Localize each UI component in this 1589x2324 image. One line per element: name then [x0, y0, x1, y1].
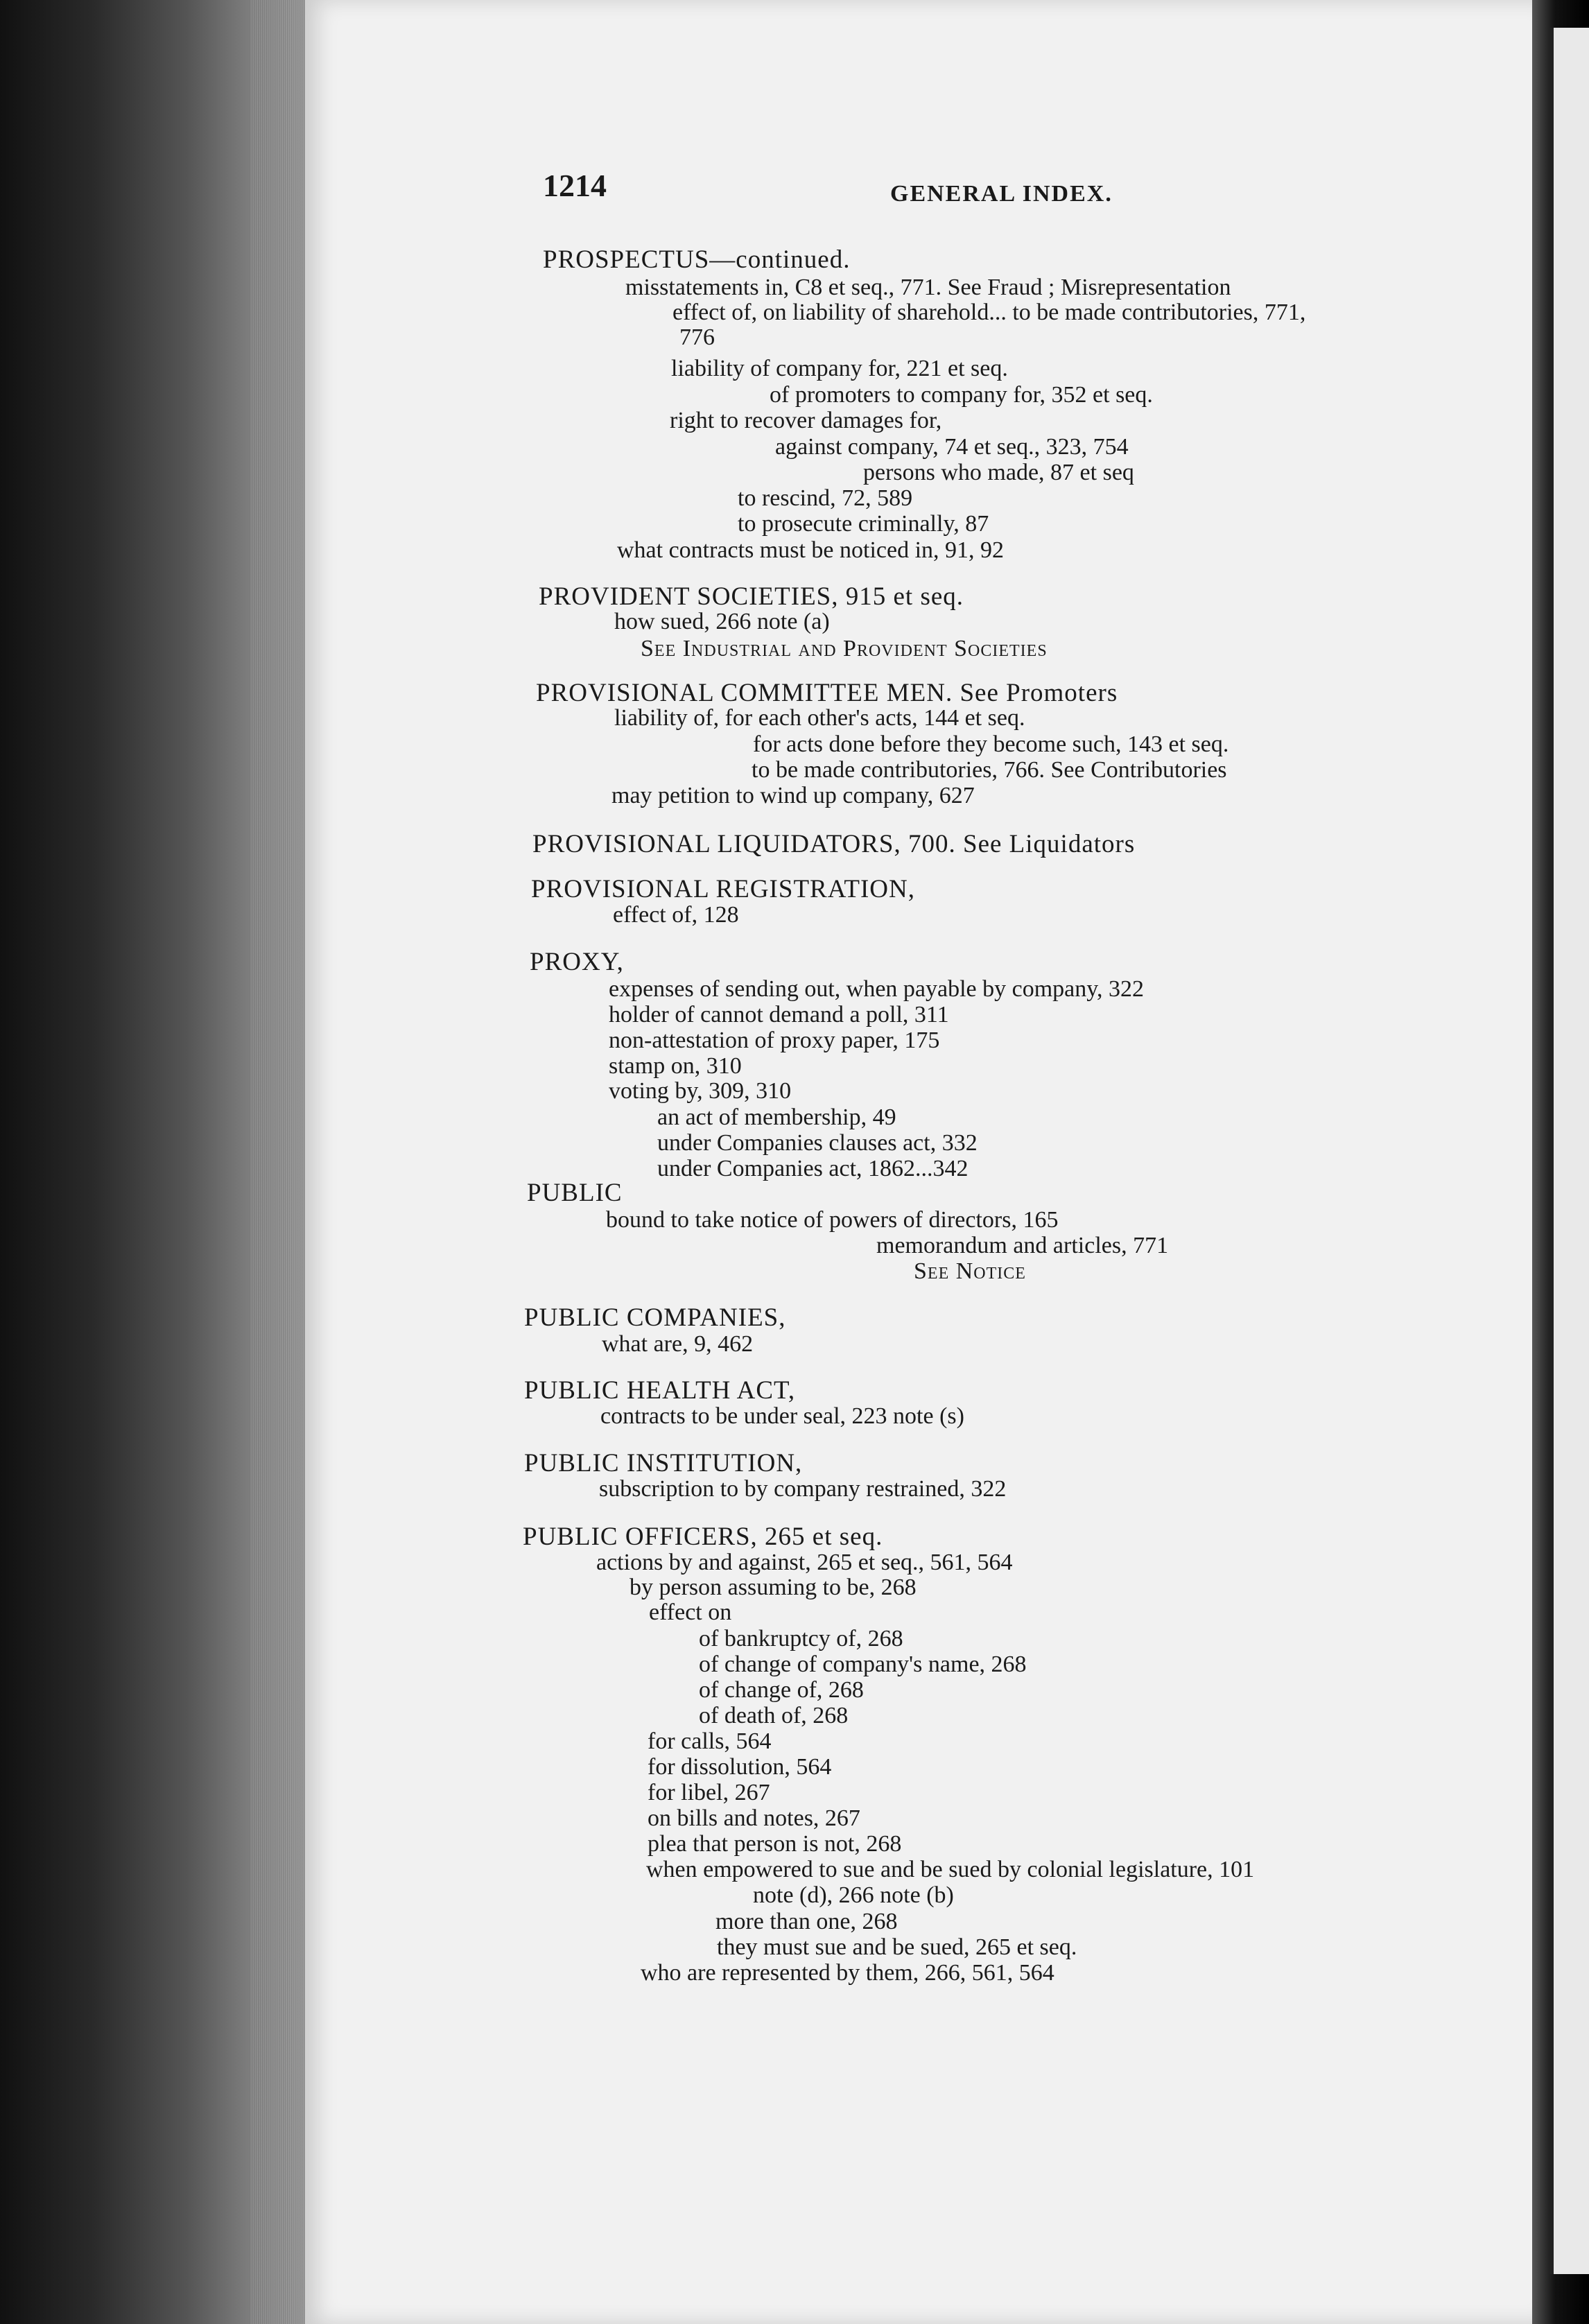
index-heading: PUBLIC INSTITUTION, [524, 1449, 803, 1477]
index-entry: See Industrial and Provident Societies [641, 636, 1048, 661]
index-heading: PROVISIONAL LIQUIDATORS, 700. See Liquidators [532, 830, 1136, 858]
page-edges [250, 0, 312, 2324]
index-entry: when empowered to sue and be sued by colonial legislature, 101 [646, 1857, 1255, 1882]
index-entry: against company, 74 et seq., 323, 754 [775, 434, 1129, 460]
index-entry: plea that person is not, 268 [648, 1831, 902, 1857]
index-heading: PROVIDENT SOCIETIES, 915 et seq. [539, 582, 964, 611]
index-entry: by person assuming to be, 268 [629, 1575, 917, 1600]
index-entry: note (d), 266 note (b) [753, 1882, 954, 1908]
index-entry: for acts done before they become such, 143 et seq. [753, 731, 1229, 757]
index-entry: effect on [649, 1599, 732, 1625]
facing-page-edge [1549, 28, 1589, 2274]
index-heading: PROSPECTUS—continued. [543, 245, 851, 274]
index-entry: holder of cannot demand a poll, 311 [609, 1002, 949, 1027]
index-entry: under Companies clauses act, 332 [657, 1130, 978, 1156]
index-entry: how sued, 266 note (a) [614, 609, 830, 634]
index-entry: on bills and notes, 267 [648, 1805, 860, 1831]
index-entry: effect of, on liability of sharehold... to be made contributories, 771, [672, 300, 1306, 325]
index-entry: bound to take notice of powers of directors, 165 [606, 1207, 1059, 1233]
index-entry: non-attestation of proxy paper, 175 [609, 1027, 940, 1053]
index-entry: may petition to wind up company, 627 [611, 783, 975, 808]
index-entry: See Notice [914, 1258, 1026, 1284]
index-entry: they must sue and be sued, 265 et seq. [717, 1934, 1077, 1960]
index-entry: liability of company for, 221 et seq. [671, 356, 1008, 381]
index-heading: PROXY, [530, 948, 624, 976]
index-heading: PUBLIC COMPANIES, [524, 1303, 786, 1332]
index-heading: PUBLIC OFFICERS, 265 et seq. [523, 1523, 883, 1551]
index-heading: PROVISIONAL COMMITTEE MEN. See Promoters [536, 679, 1118, 707]
index-entry: for libel, 267 [648, 1780, 770, 1805]
index-entry: to be made contributories, 766. See Contributories [752, 757, 1227, 783]
index-heading: PUBLIC HEALTH ACT, [524, 1376, 796, 1405]
index-entry: liability of, for each other's acts, 144 et seq. [614, 705, 1025, 731]
index-entry: contracts to be under seal, 223 note (s) [600, 1403, 964, 1429]
index-entry: memorandum and articles, 771 [876, 1233, 1169, 1258]
index-entry: 776 [679, 324, 715, 350]
index-entry: actions by and against, 265 et seq., 561, 564 [596, 1550, 1013, 1575]
index-entry: of bankruptcy of, 268 [699, 1626, 903, 1651]
index-entry: what are, 9, 462 [602, 1331, 754, 1357]
page-number: 1214 [543, 168, 607, 203]
index-entry: of death of, 268 [699, 1703, 849, 1728]
index-entry: misstatements in, C8 et seq., 771. See Fraud ; Misrepresentation [625, 275, 1231, 300]
index-entry: for dissolution, 564 [648, 1754, 832, 1780]
index-entry: who are represented by them, 266, 561, 564 [641, 1960, 1054, 1986]
running-head: GENERAL INDEX. [890, 181, 1113, 207]
index-entry: to rescind, 72, 589 [738, 485, 913, 511]
index-entry: stamp on, 310 [609, 1053, 742, 1079]
index-entry: right to recover damages for, [670, 408, 942, 433]
index-entry: expenses of sending out, when payable by company, 322 [609, 976, 1145, 1002]
index-heading: PROVISIONAL REGISTRATION, [531, 875, 915, 903]
index-heading: PUBLIC [527, 1179, 623, 1207]
index-entry: for calls, 564 [648, 1728, 772, 1754]
index-entry: of promoters to company for, 352 et seq. [770, 382, 1153, 408]
index-entry: effect of, 128 [613, 902, 739, 928]
index-entry: voting by, 309, 310 [609, 1078, 792, 1104]
index-entry: persons who made, 87 et seq [863, 460, 1134, 485]
index-entry: more than one, 268 [715, 1909, 898, 1934]
index-entry: of change of company's name, 268 [699, 1651, 1027, 1677]
index-entry: of change of, 268 [699, 1677, 864, 1703]
index-entry: an act of membership, 49 [657, 1104, 896, 1130]
index-entry: subscription to by company restrained, 322 [599, 1476, 1007, 1502]
index-entry: to prosecute criminally, 87 [738, 511, 989, 537]
index-entry: under Companies act, 1862...342 [657, 1156, 969, 1181]
index-entry: what contracts must be noticed in, 91, 92 [617, 537, 1005, 563]
